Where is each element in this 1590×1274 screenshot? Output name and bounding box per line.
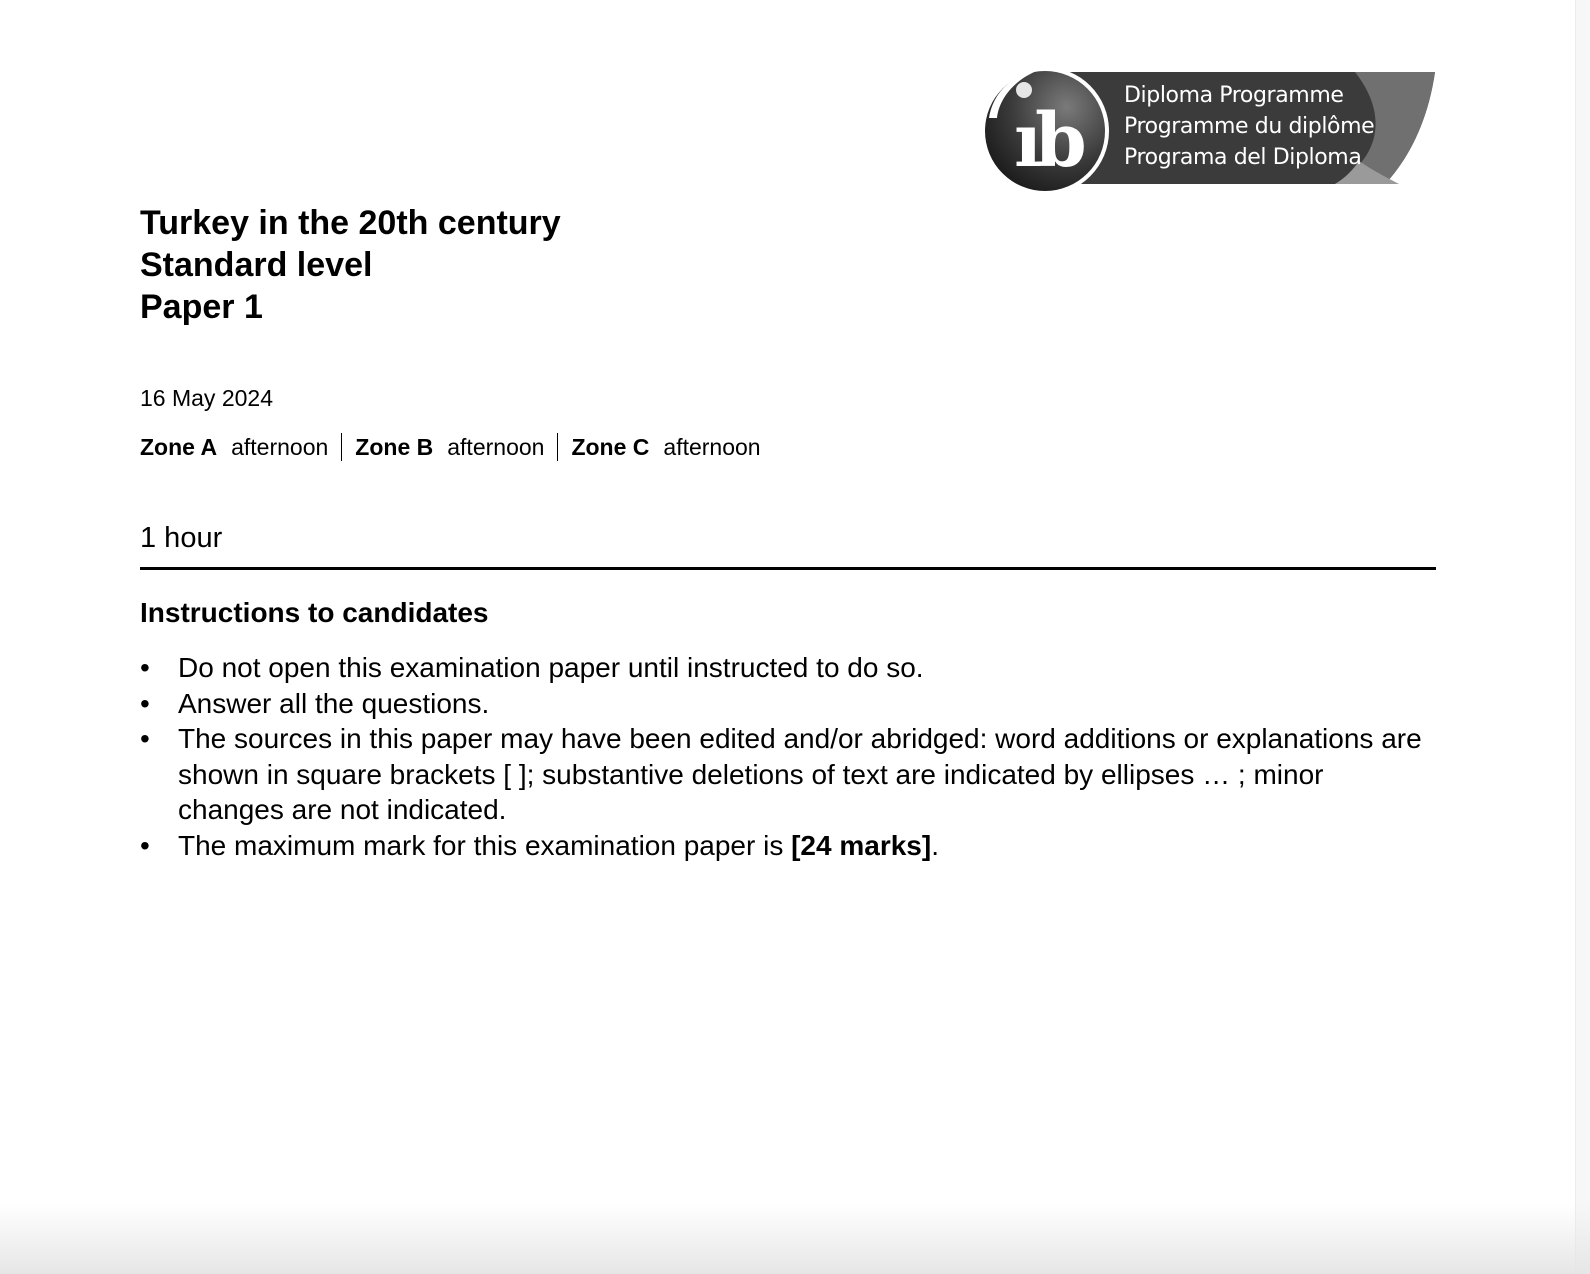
instruction-item <box>140 721 1430 828</box>
zone-time: afternoon <box>231 434 329 460</box>
logo-line-french: Programme du diplôme <box>1124 114 1375 139</box>
max-mark-value: [24 marks] <box>791 829 932 861</box>
zone-c <box>571 432 760 462</box>
bullet-icon: • <box>140 652 150 683</box>
paper-number: Paper 1 <box>140 288 263 326</box>
instruction-text: Answer all the questions. <box>178 687 490 719</box>
instructions-list <box>140 650 1430 863</box>
zone-a <box>140 432 328 462</box>
instruction-text: The sources in this paper may have been edited and/or abridged: word additions or explanations are shown in square brackets [ ]; substantive deletions of text are indicated by ellipses … ; minor changes are not indicated. <box>178 723 1422 825</box>
subject-title: Turkey in the 20th century <box>140 204 561 242</box>
svg-text:b: b <box>1035 98 1087 184</box>
zone-time: afternoon <box>447 434 545 460</box>
svg-text:ı: ı <box>1014 98 1043 184</box>
zone-divider <box>341 433 342 461</box>
ib-logo <box>983 68 1436 195</box>
page-bottom-shadow <box>0 1204 1590 1274</box>
bullet-icon: • <box>140 687 150 719</box>
exam-duration: 1 hour <box>140 522 223 554</box>
page-right-edge <box>1575 0 1590 1274</box>
exam-date: 16 May 2024 <box>140 385 273 411</box>
zone-name: Zone A <box>140 434 218 460</box>
zone-times <box>140 432 761 462</box>
zone-b <box>355 432 544 462</box>
horizontal-rule <box>140 567 1436 570</box>
logo-line-spanish: Programa del Diploma <box>1124 145 1362 170</box>
zone-name: Zone B <box>355 434 434 460</box>
logo-line-english: Diploma Programme <box>1124 83 1344 108</box>
instruction-text: Do not open this examination paper until instructed to do so. <box>178 652 924 683</box>
instructions-heading: Instructions to candidates <box>140 597 489 628</box>
instruction-item-max-mark <box>140 828 1430 864</box>
max-mark-prefix: The maximum mark for this examination paper is <box>178 829 792 861</box>
zone-time: afternoon <box>663 434 761 460</box>
zone-divider <box>557 433 558 461</box>
paper-title <box>140 202 561 328</box>
ib-logo-wordmark <box>1124 80 1374 173</box>
level-title: Standard level <box>140 246 373 284</box>
bullet-icon: • <box>140 723 150 754</box>
max-mark-suffix: . <box>931 829 939 861</box>
bullet-icon: • <box>140 829 150 861</box>
zone-name: Zone C <box>571 434 650 460</box>
instruction-item <box>140 650 1430 686</box>
instruction-item <box>140 686 1430 722</box>
